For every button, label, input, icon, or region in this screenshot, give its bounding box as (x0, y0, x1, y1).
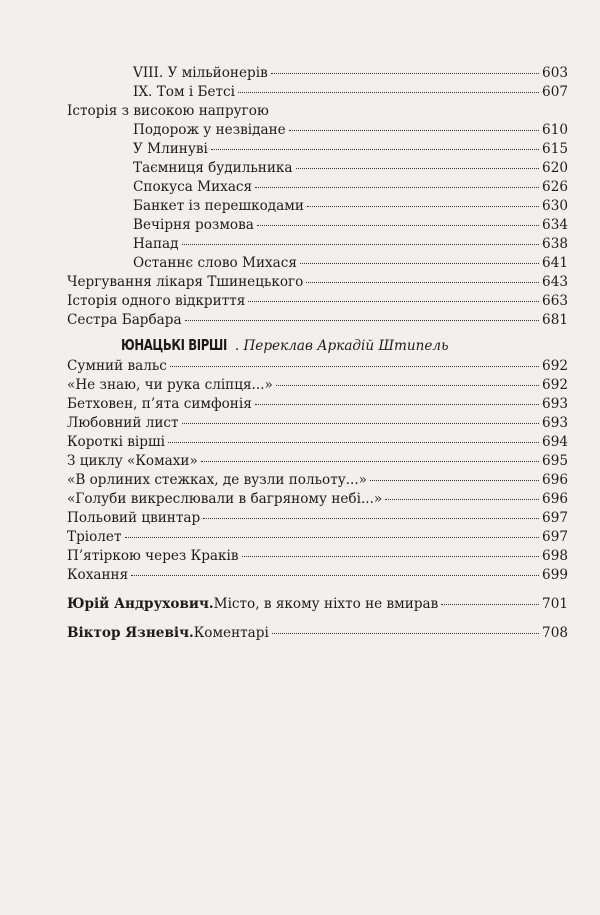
toc-entry-page: 620 (542, 160, 568, 176)
toc-entry (67, 159, 568, 178)
dot-leader (255, 187, 539, 188)
dot-leader (257, 225, 539, 226)
toc-entry (67, 102, 568, 121)
toc-entry-title: Подорож у незвідане (133, 122, 286, 138)
toc-entry-title: Польовий цвинтар (67, 510, 201, 526)
toc-entry-title: Останнє слово Михася (133, 255, 297, 271)
toc-entry-page: 641 (542, 255, 568, 271)
toc-entry-page: 634 (542, 217, 568, 233)
toc-entry-title: Спокуса Михася (133, 179, 253, 195)
toc-entry-title: Таємниця будильника (133, 160, 293, 176)
toc-entry (67, 311, 568, 330)
toc-entry (67, 357, 568, 376)
toc-entry-page: 693 (542, 415, 568, 431)
dot-leader (306, 282, 539, 283)
toc-entry-title: Банкет із перешкодами (133, 198, 304, 214)
toc-entry-page: 692 (542, 377, 568, 393)
toc-entry (67, 395, 568, 414)
dot-leader (125, 537, 540, 538)
toc-entry (67, 121, 568, 140)
dot-leader (182, 423, 540, 424)
dot-leader (182, 244, 540, 245)
toc-entry (67, 64, 568, 83)
toc-entry-title: IX. Том і Бетсі (133, 84, 236, 100)
toc-entry-page: 698 (542, 548, 568, 564)
dot-leader (185, 320, 539, 321)
toc-entry-title: «Не знаю, чи рука сліпця...» (67, 377, 273, 393)
toc-entry-title: VIII. У мільйонерів (133, 65, 268, 81)
toc-entry (67, 509, 568, 528)
toc-entry-title: Місто, в якому ніхто не вмирав (213, 596, 439, 612)
toc-entry-page: 697 (542, 510, 568, 526)
toc-entry (67, 197, 568, 216)
dot-leader (170, 366, 539, 367)
toc-entry-page: 643 (542, 274, 568, 290)
section-translator: . Переклав Аркадій Штипель (234, 338, 449, 354)
toc-entry-page: 610 (542, 122, 568, 138)
toc-entry-page: 607 (542, 84, 568, 100)
toc-entry-title: У Млинуві (133, 141, 208, 157)
dot-leader (211, 149, 539, 150)
dot-leader (248, 301, 539, 302)
toc-author-name: Юрій Андрухович. (67, 596, 214, 612)
toc-entry (67, 547, 568, 566)
dot-leader (300, 263, 539, 264)
toc-entry-page: 708 (542, 625, 568, 641)
dot-leader (255, 404, 539, 405)
toc-entry (67, 178, 568, 197)
dot-leader (272, 633, 539, 634)
toc-entry-title: Сумний вальс (67, 358, 167, 374)
toc-entry-title: П’ятіркою через Краків (67, 548, 239, 564)
toc-entry (67, 528, 568, 547)
toc-entry (67, 433, 568, 452)
section-title: ЮНАЦЬКІ ВІРШІ (121, 336, 227, 354)
toc-entry-page: 615 (542, 141, 568, 157)
toc-entry-title: «В орлиних стежках, де вузли польоту...» (67, 472, 367, 488)
toc-entry-page: 693 (542, 396, 568, 412)
toc-entry-title: Кохання (67, 567, 129, 583)
dot-leader (203, 518, 539, 519)
toc-entry-title: Вечірня розмова (133, 217, 254, 233)
dot-leader (385, 499, 539, 500)
toc-entry-title: З циклу «Комахи» (67, 453, 198, 469)
toc-entry (67, 490, 568, 509)
toc-entry (67, 83, 568, 102)
dot-leader (168, 442, 539, 443)
toc-entry-title: Історія з високою напругою (67, 103, 269, 119)
toc-entry-title: Сестра Барбара (67, 312, 182, 328)
toc-entry (67, 140, 568, 159)
dot-leader (370, 480, 539, 481)
toc-entry-title: Напад (133, 236, 179, 252)
toc-entry (67, 235, 568, 254)
dot-leader (296, 168, 540, 169)
toc-entry (67, 471, 568, 490)
toc-entry-title: «Голуби викреслювали в багряному небі...» (67, 491, 383, 507)
toc-entry-page: 695 (542, 453, 568, 469)
dot-leader (238, 92, 539, 93)
toc-entry-page: 681 (542, 312, 568, 328)
dot-leader (201, 461, 539, 462)
toc-entry-page: 692 (542, 358, 568, 374)
table-of-contents (67, 64, 568, 643)
toc-entry-title: Короткі вірші (67, 434, 165, 450)
toc-entry-title: Історія одного відкриття (67, 293, 246, 309)
toc-entry-page: 638 (542, 236, 568, 252)
toc-entry-title: Бетховен, п’ята симфонія (67, 396, 252, 412)
toc-entry-page: 603 (542, 65, 568, 81)
toc-entry-page: 694 (542, 434, 568, 450)
dot-leader (441, 604, 539, 605)
toc-author-name: Віктор Язневіч. (67, 625, 194, 641)
toc-entry (67, 254, 568, 273)
toc-entry-page: 696 (542, 472, 568, 488)
toc-entry (67, 292, 568, 311)
toc-entry-title: Тріолет (67, 529, 122, 545)
toc-entry-page: 697 (542, 529, 568, 545)
toc-entry-title: Чергування лікаря Тшинецького (67, 274, 304, 290)
toc-entry (67, 376, 568, 395)
toc-entry (67, 273, 568, 292)
dot-leader (271, 73, 539, 74)
toc-author-entry (67, 595, 568, 614)
dot-leader (242, 556, 540, 557)
toc-entry (67, 566, 568, 585)
dot-leader (307, 206, 539, 207)
toc-entry-page: 630 (542, 198, 568, 214)
toc-entry (67, 216, 568, 235)
dot-leader (131, 575, 539, 576)
section-heading (67, 333, 568, 357)
toc-entry-title: Коментарі (193, 625, 269, 641)
toc-entry (67, 414, 568, 433)
toc-entry-page: 701 (542, 596, 568, 612)
dot-leader (289, 130, 539, 131)
toc-entry-page: 699 (542, 567, 568, 583)
toc-entry (67, 452, 568, 471)
toc-entry-page: 696 (542, 491, 568, 507)
dot-leader (276, 385, 539, 386)
toc-entry-title: Любовний лист (67, 415, 179, 431)
toc-author-entry (67, 624, 568, 643)
toc-entry-page: 663 (542, 293, 568, 309)
toc-entry-page: 626 (542, 179, 568, 195)
